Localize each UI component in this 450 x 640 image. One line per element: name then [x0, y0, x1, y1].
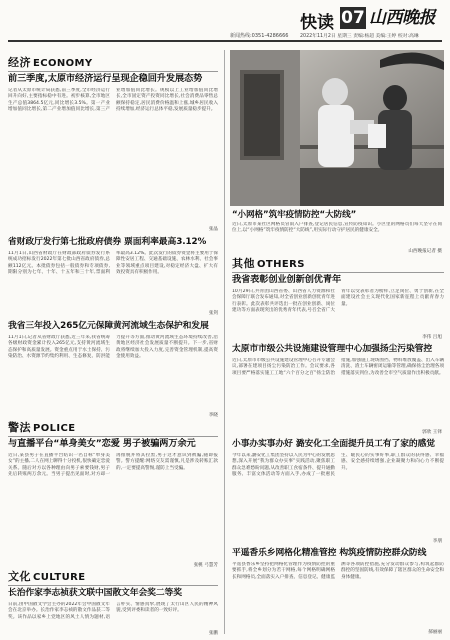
column-title: 快读 — [300, 13, 334, 33]
photo-caption-body: 近日,太原市某社区网格员冒雨入户排查,登记居民信息,宣传防疫知识。小区里的网格员们每天坚守在岗位上,以“小网格”筑牢疫情防控“大防线”,用实际行动守护居民的健康安全。 — [232, 222, 442, 234]
article-byline: 李伟 吕旭 — [422, 335, 442, 340]
article-headline: 平遥香乐乡网格化精准管控 构筑疫情防控群众防线 — [232, 548, 427, 558]
article-headline: 我省表彰创业创新创优青年 — [232, 274, 342, 285]
section-rule — [232, 272, 444, 273]
article-headline: 太原市市级公共设施建设管理中心加强扬尘污染管控 — [232, 344, 433, 354]
hotline: 新闻热线:0351-4286666 — [230, 33, 289, 39]
article-body: 记者从太原市统计局获悉,前三季度,全市经济运行回升向好,主要指标稳中有进。初步核算,全市地区生产总值3864.5亿元,同比增长3.5%。第一产业增加值同比增长,第二产业增加值同比增长,第三产业增加值同比增长。规模以上工业增加值同比增长,全市固定资产投资同比增长,社会消费品零售总额保持稳定,居民消费价格温和上涨,城乡居民收入持续增加,经济运行总体平稳,发展质量稳步提升。 — [8, 88, 218, 112]
article-byline: 张剑 — [208, 311, 218, 316]
date-line: 2022年11月2日 星期三 责编:杨超 美编:王婷 校对:高琳 — [300, 34, 419, 39]
masthead — [0, 0, 450, 44]
article-byline: 张晶 — [208, 227, 218, 232]
section-culture: 文化 CULTURE — [8, 570, 86, 583]
article-headline: 与直播平台“单身美女”恋爱 男子被骗两万余元 — [8, 438, 196, 449]
article-body: 日前,由中国散文学会主办的2022年会中国散文年会在北京举办。长治作家李志祯的散文作品获二等奖。该作品以家乡上党地区的风土人情为题材,语言朴实、情感真挚,展现了太行山区人民的精神风貌,受到评委和读者的一致好评。 — [8, 602, 218, 620]
photo-credit: 山西晚报记者 摄 — [408, 249, 442, 254]
section-economy: 经济 ECONOMY — [8, 56, 93, 69]
paper-name-logo: 山西晚报 — [369, 8, 435, 28]
article-body: 11月1日,山西省财政厅在财政部政府债券发行系统成功招标发行2022年第七批山西省政府债券,总额112亿元。本批债券包括一般债券和专项债券,期限分别为七年、十年、十五年和三十年,票面利率最高3.12%。此次发行的债券资金将主要用于保障性安居工程、交通基础设施、农林水利、社会事业等领域重点项目建设,对稳定经济大盘、扩大有效投资具有积极作用。 — [8, 251, 218, 275]
article-byline: 李晓 — [208, 413, 218, 418]
section-rule — [8, 436, 218, 437]
article-byline: 郝丽丽 — [428, 630, 442, 635]
article-body: 今年以来,潞安化工集团坚持以人民为中心的发展思想,深入开展“我为群众办实事”实践活动,聚焦职工群众急难愁盼问题,从改善职工食宿条件、提升通勤服务、丰富文体活动等方面入手,办成了一批惠民生、暖民心的实事好事,职工群众的获得感、幸福感、安全感持续增强,企业凝聚力和向心力不断提升。 — [232, 453, 444, 477]
section-others: 其他 OTHERS — [232, 257, 305, 270]
article-body: 11月1日,记者从省财政厅获悉,近三年来,我省统筹各级财政资金累计投入265亿元,支持黄河流域生态保护和高质量发展。资金重点用于水土保持、污染防治、水资源节约集约利用、生态修复、防洪能力提升等方面,推动黄河流域生态环境持续改善,沿黄地区经济社会发展质量不断提升。下一步,省财政将继续加大投入力度,完善资金管理机制,提高资金使用效益。 — [8, 335, 218, 359]
page-number: 07 — [341, 8, 365, 28]
photo-caption-title: “小网格”筑牢疫情防控“大防线” — [232, 210, 357, 220]
article-byline: 郭欣 王铎 — [422, 430, 442, 435]
article-byline: 张鹏 — [208, 631, 218, 636]
column-divider — [224, 50, 225, 634]
article-headline: 前三季度,太原市经济运行呈现企稳回升发展态势 — [8, 73, 203, 84]
section-rule — [8, 71, 218, 72]
article-headline: 我省三年投入265亿元保障黄河流域生态保护和发展 — [8, 321, 209, 331]
article-headline: 长治作家李志祯获文联中国散文年会奖二等奖 — [8, 588, 182, 598]
article-body: 10月29日,共青团山西省委、山西省人力资源和社会保障厅联合发布通知,对全省创业创新创优青年进行表彰。此次表彰共评选出一批在创业创新、岗位建功等方面表现突出的优秀青年代表,号召全省广大青年以受表彰者为榜样,立足岗位、勇于创新,在全面建设社会主义现代化国家新征程上贡献青春力量。 — [232, 289, 444, 313]
news-photo — [230, 50, 444, 206]
masthead-rule — [8, 40, 442, 42]
article-byline: 张桃 弓慧芳 — [193, 563, 218, 568]
article-body: 近日,某县男子在直播平台结识一名自称“单身美女”的主播,二人在网上聊得十分投机,很快确定恋爱关系。随后对方以各种理由向男子索要钱财,男子先后转账两万余元。当男子提出见面时,对方却一再推脱并将其拉黑,男子这才意识到被骗,随即报警。警方提醒:网络交友需谨慎,凡是涉及转账汇款的,一定要提高警惕,谨防上当受骗。 — [8, 453, 218, 477]
article-byline: 李朋 — [432, 539, 442, 544]
article-headline: 小事办实事办好 潞安化工全面提升员工有了家的感觉 — [232, 439, 435, 449]
article-headline: 省财政厅发行第七批政府债券 票面利率最高3.12% — [8, 237, 207, 247]
section-rule — [8, 585, 218, 586]
section-police: 警法 POLICE — [8, 421, 76, 434]
article-body: 平遥县香乐乡坚持把网格化管理作为疫情防控的重要抓手,将全乡划分为若干网格,每个网格明确网格长和网格员,全面落实入户排查、信息登记、健康监测等各项防控措施,充分发动群众参与,构筑起群防群控的坚固防线,有效保障了辖区群众的生命安全和身体健康。 — [232, 562, 444, 580]
article-body: 近日,太原市市级公共设施建设管理中心召开专题会议,部署在建项目扬尘污染防治工作。会议要求,各项目要严格落实施工工地“六个百分之百”扬尘防治措施,加强施工现场围挡、物料堆放覆盖、出入车辆清洗、渣土车辆密闭运输等管理,确保扬尘治理各项措施落实到位,为改善全市空气质量作出积极贡献。 — [232, 358, 444, 376]
